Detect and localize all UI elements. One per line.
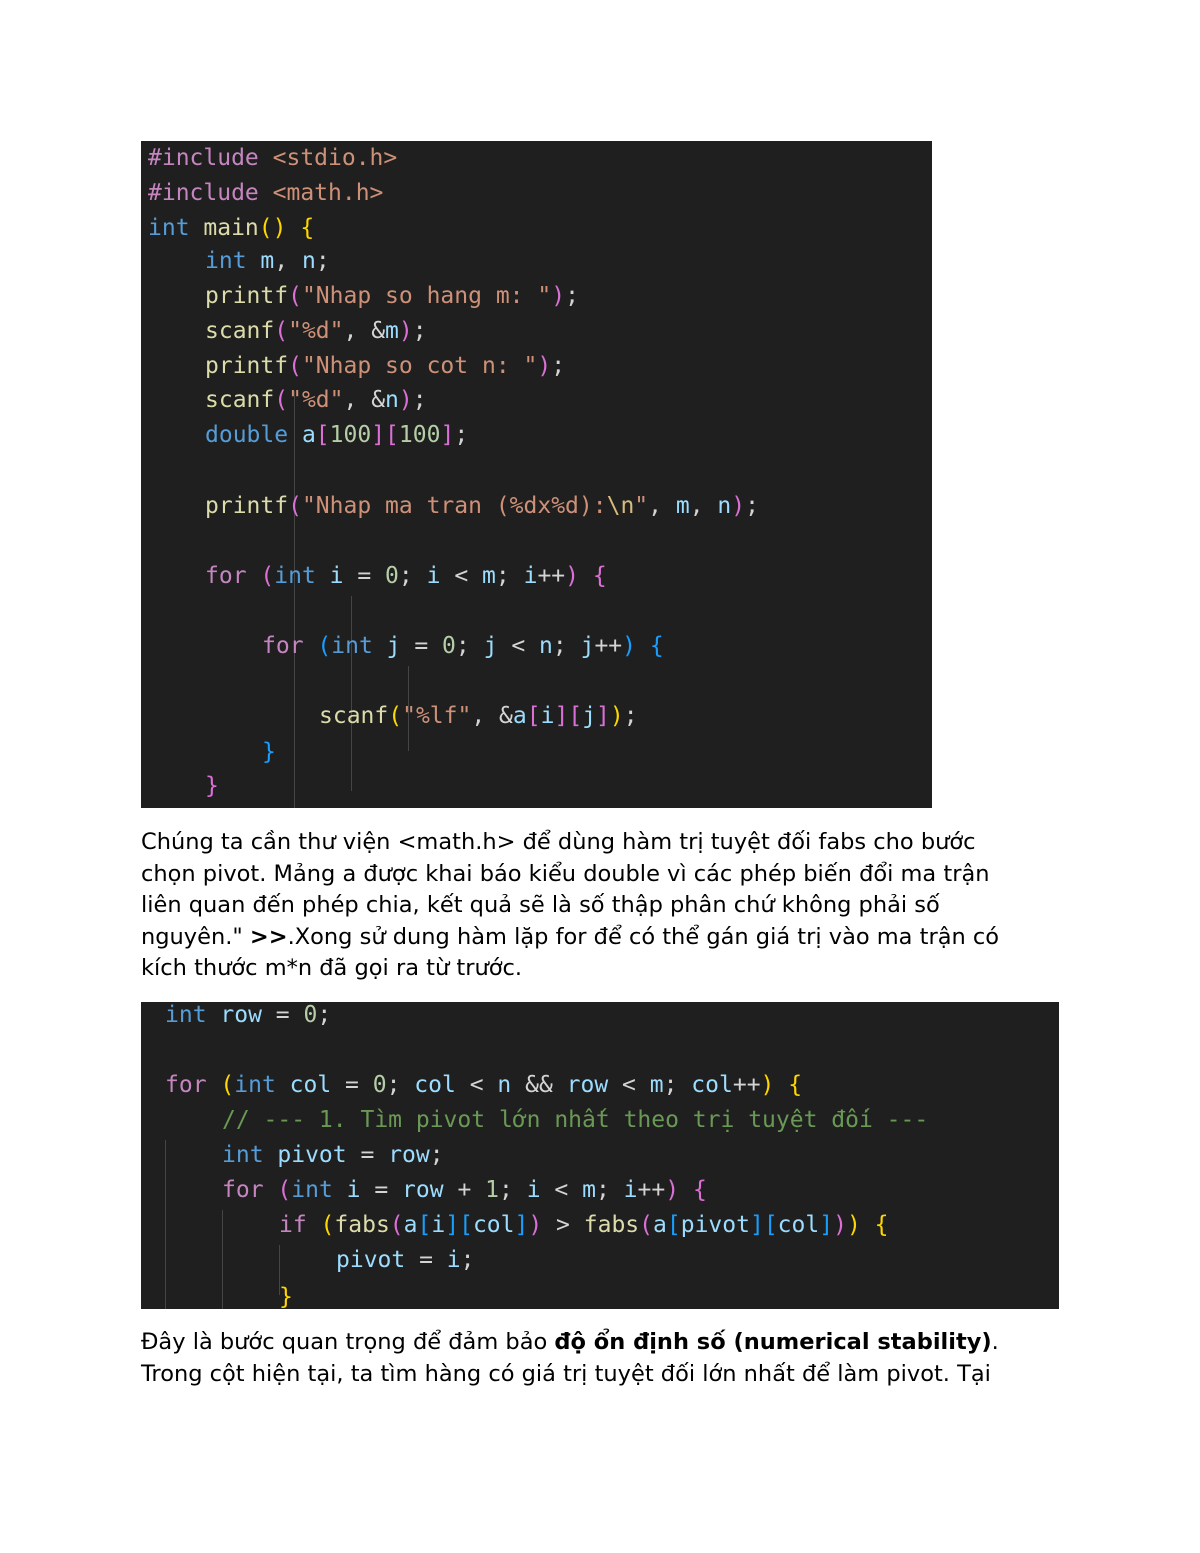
code-token: , & xyxy=(343,318,386,344)
code-token: ; xyxy=(495,563,524,589)
code-token: " xyxy=(634,493,649,519)
code-token: "%d" xyxy=(288,318,344,344)
paragraph-text: . xyxy=(991,1329,999,1355)
code-line xyxy=(319,699,638,734)
code-block-1 xyxy=(141,141,932,808)
code-token: j xyxy=(386,633,401,659)
code-token: ( xyxy=(317,633,332,659)
code-token: ; xyxy=(429,1142,444,1168)
code-token: ; xyxy=(317,1002,332,1028)
code-token: ][ xyxy=(749,1212,778,1238)
code-token: { xyxy=(874,1212,889,1238)
code-token: <math.h> xyxy=(272,180,384,206)
code-token: ] xyxy=(596,703,610,729)
code-token: i xyxy=(623,1177,638,1203)
code-token: ( xyxy=(639,1212,653,1238)
code-token: ( xyxy=(288,283,302,309)
code-token: ) xyxy=(537,353,552,379)
code-token: ; xyxy=(663,1072,692,1098)
paragraph-line: Trong cột hiện tại, ta tìm hàng có giá trị tuyệt đối lớn nhất để làm pivot. Tại xyxy=(141,1360,991,1387)
code-token: ; xyxy=(565,283,579,309)
code-token: j xyxy=(483,633,498,659)
paragraph-line: kích thước m*n đã gọi ra từ trước. xyxy=(141,955,522,982)
code-token: m xyxy=(675,493,690,519)
code-token: "%d" xyxy=(288,387,344,413)
code-line xyxy=(205,349,565,384)
code-token: ; xyxy=(595,1177,624,1203)
code-token: ] xyxy=(819,1212,834,1238)
code-token: ) xyxy=(565,563,579,589)
code-token: i xyxy=(346,1177,361,1203)
code-token: n xyxy=(717,493,732,519)
code-token: < xyxy=(455,1072,498,1098)
paragraph-bold-text: >> xyxy=(249,923,288,950)
code-token: = xyxy=(405,1247,447,1273)
code-token: ( xyxy=(220,1072,235,1098)
code-token: ; xyxy=(499,1177,527,1203)
paragraph-line: liên quan đến phép chia, kết quả sẽ là số thập phân chứ không phải số xyxy=(141,892,940,919)
code-line xyxy=(165,1002,331,1033)
code-line xyxy=(222,1173,707,1208)
code-token: scanf xyxy=(205,387,275,413)
code-token: ( xyxy=(288,493,302,519)
code-token: fabs xyxy=(583,1212,640,1238)
indent-guide xyxy=(351,596,352,791)
code-token: a xyxy=(653,1212,667,1238)
code-token: ) xyxy=(622,633,636,659)
code-token: n xyxy=(539,633,553,659)
code-token: ; xyxy=(623,703,638,729)
code-token: int xyxy=(331,633,387,659)
code-token: ++ xyxy=(537,563,566,589)
code-token: ; xyxy=(315,248,330,274)
code-token: j xyxy=(580,633,595,659)
code-token: for xyxy=(205,563,261,589)
code-token: #include xyxy=(148,145,273,171)
code-token: for xyxy=(165,1072,221,1098)
code-token: i xyxy=(540,703,555,729)
code-token: i xyxy=(523,563,538,589)
code-token: pivot xyxy=(680,1212,750,1238)
code-token: scanf xyxy=(205,318,275,344)
code-token: n xyxy=(301,248,316,274)
code-token: ; xyxy=(454,422,469,448)
code-token: ( xyxy=(260,563,275,589)
code-line xyxy=(205,769,219,804)
code-token: } xyxy=(205,773,219,799)
code-token: fabs xyxy=(334,1212,390,1238)
code-token: { xyxy=(649,633,664,659)
code-token: i xyxy=(526,1177,541,1203)
code-token: > xyxy=(542,1212,584,1238)
paragraph-line: chọn pivot. Mảng a được khai báo kiểu double vì các phép biến đổi ma trận xyxy=(141,860,990,887)
code-line xyxy=(279,1280,293,1309)
code-token: #include xyxy=(148,180,273,206)
paragraph-text: Đây là bước quan trọng để đảm bảo xyxy=(141,1329,555,1355)
code-token: int xyxy=(205,248,261,274)
code-token: int xyxy=(234,1072,290,1098)
code-token: 1 xyxy=(485,1177,499,1203)
code-line xyxy=(205,244,330,279)
indent-guide xyxy=(294,391,295,808)
code-token: () xyxy=(258,215,287,241)
code-token: \n xyxy=(606,493,635,519)
indent-guide xyxy=(165,1140,166,1309)
code-token: , xyxy=(648,493,676,519)
code-token: pivot xyxy=(277,1142,347,1168)
code-token: , & xyxy=(343,387,386,413)
code-line xyxy=(205,559,607,594)
code-token: = xyxy=(346,1142,389,1168)
code-token: < xyxy=(497,633,540,659)
paragraph-text: .Xong sử dung hàm lặp for để có thể gán giá trị vào ma trận có xyxy=(287,923,1000,950)
code-token: ( xyxy=(274,387,289,413)
code-token: ; xyxy=(551,353,566,379)
code-token: 100 xyxy=(398,422,441,448)
code-token: , & xyxy=(471,703,513,729)
code-line xyxy=(148,176,383,211)
code-token: col xyxy=(777,1212,820,1238)
code-line xyxy=(222,1103,928,1138)
code-token: j xyxy=(582,703,597,729)
code-token: i xyxy=(431,1212,446,1238)
code-token: if xyxy=(279,1212,321,1238)
code-token: { xyxy=(692,1177,707,1203)
code-token: a xyxy=(403,1212,418,1238)
code-token: m xyxy=(385,318,399,344)
code-token: pivot xyxy=(336,1247,406,1273)
explanation-paragraph-1 xyxy=(141,827,1061,985)
code-token: main xyxy=(203,215,259,241)
code-token: int xyxy=(222,1142,278,1168)
code-token: m xyxy=(260,248,275,274)
code-token: for xyxy=(222,1177,278,1203)
code-token: = xyxy=(400,633,443,659)
code-token: i xyxy=(426,563,441,589)
code-token: + xyxy=(443,1177,486,1203)
code-token: ( xyxy=(388,703,403,729)
paragraph-line xyxy=(141,1327,1071,1359)
code-token: ) xyxy=(528,1212,543,1238)
code-token: col xyxy=(691,1072,733,1098)
code-token: row xyxy=(220,1002,262,1028)
code-line xyxy=(262,735,276,770)
paragraph-bold-text: độ ổn định số (numerical stability) xyxy=(554,1329,992,1355)
code-token: "Nhap ma tran (%dx%d): xyxy=(301,493,607,519)
code-line xyxy=(165,1068,802,1103)
code-token: a xyxy=(301,422,316,448)
code-token: < xyxy=(540,1177,583,1203)
code-token: ( xyxy=(320,1212,335,1238)
code-token: ++ xyxy=(594,633,623,659)
paragraph-line xyxy=(141,922,1061,954)
code-token: 0 xyxy=(372,1072,387,1098)
code-token: n xyxy=(385,387,399,413)
code-token xyxy=(774,1072,788,1098)
code-token: ][ xyxy=(554,703,583,729)
code-token: scanf xyxy=(319,703,389,729)
code-token xyxy=(679,1177,693,1203)
code-token: row xyxy=(402,1177,444,1203)
code-token: ) xyxy=(551,283,566,309)
code-token: "%lf" xyxy=(402,703,472,729)
code-line xyxy=(205,314,427,349)
code-token: <stdio.h> xyxy=(272,145,398,171)
code-token: ; xyxy=(552,633,581,659)
code-token: ) xyxy=(609,703,624,729)
code-token: , xyxy=(689,493,718,519)
code-token: ; xyxy=(386,1072,415,1098)
code-token: 0 xyxy=(303,1002,318,1028)
code-token: row xyxy=(388,1142,430,1168)
code-token: [ xyxy=(666,1212,681,1238)
code-token xyxy=(579,563,593,589)
code-token: ++ xyxy=(637,1177,666,1203)
code-line xyxy=(205,418,468,453)
code-token: < xyxy=(608,1072,650,1098)
code-token: m xyxy=(482,563,496,589)
code-token: ; xyxy=(412,387,427,413)
code-line xyxy=(336,1243,475,1278)
code-token: printf xyxy=(205,283,289,309)
code-line xyxy=(148,211,314,246)
code-token: a xyxy=(512,703,527,729)
code-token: n xyxy=(497,1072,512,1098)
indent-guide xyxy=(222,1210,223,1309)
code-token: 0 xyxy=(385,563,399,589)
code-token: i xyxy=(446,1247,461,1273)
code-token: ; xyxy=(745,493,759,519)
code-token: ; xyxy=(460,1247,475,1273)
code-token: ) xyxy=(731,493,746,519)
code-token: row xyxy=(566,1072,609,1098)
code-token: ][ xyxy=(371,422,399,448)
code-token: col xyxy=(414,1072,456,1098)
code-token: ) xyxy=(665,1177,680,1203)
code-token: for xyxy=(262,633,318,659)
paragraph-line: Chúng ta cần thư viện <math.h> để dùng hàm trị tuyệt đối fabs cho bước xyxy=(141,829,976,855)
code-token: int xyxy=(148,215,204,241)
code-token: ( xyxy=(389,1212,404,1238)
code-token: [ xyxy=(315,422,330,448)
code-token: ; xyxy=(455,633,484,659)
code-token: < xyxy=(440,563,483,589)
code-line xyxy=(279,1208,889,1243)
code-token: m xyxy=(582,1177,596,1203)
code-token: ) xyxy=(760,1072,775,1098)
code-token: ++ xyxy=(732,1072,761,1098)
code-token: printf xyxy=(205,353,289,379)
code-line xyxy=(205,279,579,314)
code-token: "Nhap so cot n: " xyxy=(301,353,538,379)
code-token: ; xyxy=(398,563,427,589)
code-token: int xyxy=(165,1002,221,1028)
code-token: ( xyxy=(274,318,289,344)
code-token: ) xyxy=(833,1212,847,1238)
code-token: , xyxy=(274,248,302,274)
code-token: 100 xyxy=(329,422,372,448)
code-token: ( xyxy=(277,1177,292,1203)
code-token: i xyxy=(329,563,344,589)
code-token xyxy=(861,1212,875,1238)
code-token: ( xyxy=(288,353,302,379)
code-token: ) xyxy=(398,387,413,413)
code-token: = xyxy=(343,563,386,589)
code-line xyxy=(222,1138,444,1173)
code-token: "Nhap so hang m: " xyxy=(301,283,552,309)
code-token: = xyxy=(331,1072,373,1098)
code-token: double xyxy=(205,422,302,448)
code-token: col xyxy=(472,1212,515,1238)
code-token: ] xyxy=(440,422,455,448)
code-token: [ xyxy=(526,703,541,729)
code-token: = xyxy=(261,1002,304,1028)
code-line xyxy=(205,383,427,418)
code-token: ) xyxy=(398,318,413,344)
code-block-2 xyxy=(141,1002,1059,1309)
code-token: ) xyxy=(846,1212,861,1238)
code-token: } xyxy=(262,739,276,765)
code-line xyxy=(148,141,397,176)
code-token xyxy=(286,215,300,241)
code-token: col xyxy=(289,1072,332,1098)
code-line xyxy=(205,489,759,524)
explanation-paragraph-2 xyxy=(141,1327,1071,1390)
paragraph-text: nguyên." xyxy=(141,923,250,950)
code-token: ][ xyxy=(445,1212,473,1238)
code-token: // --- 1. Tìm pivot lớn nhất theo trị tuyệt đối --- xyxy=(222,1107,929,1133)
code-token: ; xyxy=(412,318,427,344)
code-token: } xyxy=(279,1284,293,1309)
code-token: { xyxy=(300,215,315,241)
code-token: int xyxy=(291,1177,347,1203)
code-token: && xyxy=(511,1072,567,1098)
code-line xyxy=(262,629,664,664)
code-token xyxy=(636,633,650,659)
code-token: { xyxy=(592,563,607,589)
code-token: ] xyxy=(514,1212,529,1238)
code-token: 0 xyxy=(442,633,456,659)
code-token: = xyxy=(360,1177,403,1203)
code-token: m xyxy=(649,1072,664,1098)
code-token: int xyxy=(274,563,330,589)
code-token: { xyxy=(788,1072,803,1098)
code-token: printf xyxy=(205,493,289,519)
code-token: [ xyxy=(417,1212,432,1238)
